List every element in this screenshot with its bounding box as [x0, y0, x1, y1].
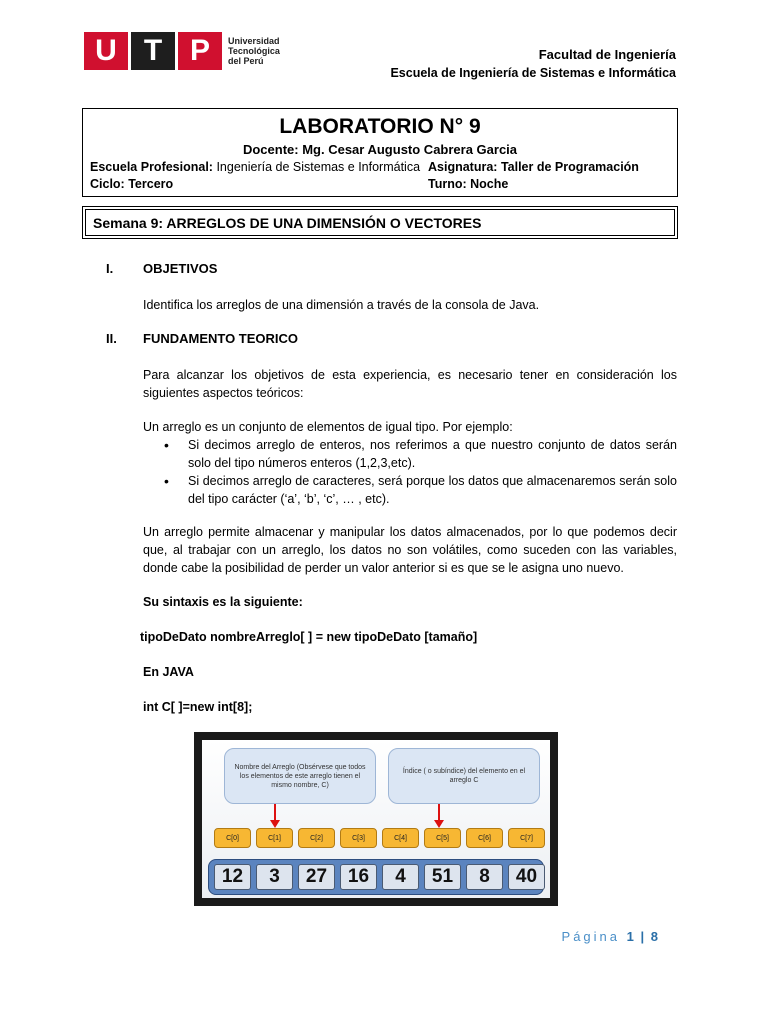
theory-paragraph-2: Un arreglo es un conjunto de elementos de igual tipo. Por ejemplo:	[143, 420, 513, 434]
index-cell: C[6]	[466, 828, 503, 848]
teacher-name: Mg. Cesar Augusto Cabrera Garcia	[302, 142, 518, 157]
teacher-line: Docente: Mg. Cesar Augusto Cabrera Garcia	[242, 142, 518, 157]
utp-logo	[84, 32, 280, 70]
value-cell: 16	[340, 864, 377, 890]
logo-letter-u: U	[84, 32, 128, 70]
theory-paragraph-1: Para alcanzar los objetivos de esta experiencia, es necesario tener en consideración los siguientes aspectos teóricos:	[143, 368, 677, 400]
index-cell: C[4]	[382, 828, 419, 848]
array-diagram-panel	[202, 740, 550, 898]
array-values-bar	[208, 859, 544, 895]
section-theory-heading: II. FUNDAMENTO TEORICO	[106, 331, 299, 346]
java-label: En JAVA	[143, 665, 194, 679]
value-cell: 4	[382, 864, 419, 890]
index-cell: C[2]	[298, 828, 335, 848]
value-cell: 8	[466, 864, 503, 890]
logo-letter-t: T	[131, 32, 175, 70]
school-line: Escuela Profesional: Ingeniería de Sistemas e Informática	[90, 160, 421, 174]
cycle-line: Ciclo: Tercero	[90, 177, 174, 191]
index-arrow-head	[434, 820, 444, 828]
java-code: int C[ ]=new int[8];	[143, 700, 253, 714]
list-item: • Si decimos arreglo de enteros, nos referimos a que nuestro conjunto de datos serán solo del tipo números enteros (1,2,3,etc).	[143, 436, 677, 472]
theory-bullet-list	[143, 436, 677, 508]
school-name: Escuela de Ingeniería de Sistemas e Informática	[390, 66, 676, 80]
faculty-name: Facultad de Ingeniería	[538, 47, 676, 62]
index-cell: C[0]	[214, 828, 251, 848]
array-index-callout: Índice ( o subíndice) del elemento en el arreglo C	[388, 748, 540, 804]
subject-line: Asignatura: Taller de Programación	[428, 160, 639, 174]
value-cell: 27	[298, 864, 335, 890]
shift-line: Turno: Noche	[428, 177, 509, 191]
value-cell: 12	[214, 864, 251, 890]
list-item: • Si decimos arreglo de caracteres, será porque los datos que almacenaremos serán solo del tipo carácter (‘a’, ‘b’, ‘c’, … , etc).	[143, 472, 677, 508]
section-objectives-heading: I. OBJETIVOS	[106, 261, 218, 276]
syntax-label: Su sintaxis es la siguiente:	[143, 595, 303, 609]
objectives-text: Identifica los arreglos de una dimensión a través de la consola de Java.	[143, 298, 540, 312]
value-cell: 51	[424, 864, 461, 890]
lab-title: LABORATORIO N° 9	[279, 115, 481, 138]
value-cell: 3	[256, 864, 293, 890]
theory-paragraph-3: Un arreglo permite almacenar y manipular los datos almacenados, por lo que podemos decir que, al trabajar con un arreglo, los datos no son volátiles, como suceden con las variables, donde cabe la posibilidad de perder un valor anterior si es que se le asigna uno nuevo.	[143, 525, 677, 575]
syntax-code: tipoDeDato nombreArreglo[ ] = new tipoDeDato [tamaño]	[140, 630, 478, 644]
name-arrow-head	[270, 820, 280, 828]
array-name-callout: Nombre del Arreglo (Obsérvese que todos los elementos de este arreglo tienen el mismo nombre, C)	[224, 748, 376, 804]
value-cell: 40	[508, 864, 545, 890]
logo-university-name: Universidad Tecnológica del Perú	[228, 36, 280, 66]
index-cell: C[5]	[424, 828, 461, 848]
index-cell: C[3]	[340, 828, 377, 848]
week-title: Semana 9: ARREGLOS DE UNA DIMENSIÓN O VECTORES	[93, 215, 482, 231]
array-diagram	[194, 732, 558, 906]
index-cell: C[1]	[256, 828, 293, 848]
logo-letter-p: P	[178, 32, 222, 70]
lab-info-box	[82, 108, 678, 197]
faculty-header	[390, 46, 676, 82]
week-title-box	[82, 206, 678, 239]
page-number: Página 1 | 8	[561, 929, 658, 944]
index-cell: C[7]	[508, 828, 545, 848]
